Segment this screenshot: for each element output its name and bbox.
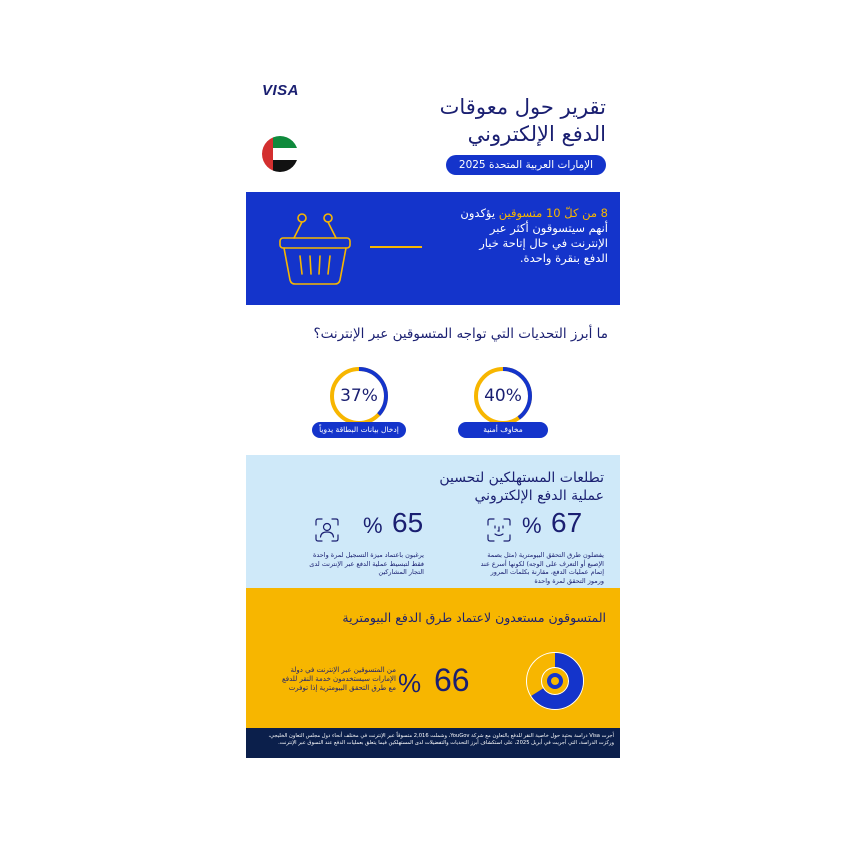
- challenges-question: ما أبرز التحديات التي تواجه المتسوقين عبر الإنترنت؟: [313, 326, 608, 342]
- visa-logo: VISA: [262, 82, 300, 99]
- biometric-preference-number: 67: [551, 507, 583, 538]
- security-concerns-label: مخاوف أمنية: [458, 422, 548, 438]
- footer-line-2: وركزت الدراسة، التي أجريت في أبريل 2025، على استكشاف أبرز التحديات والتفضيلات لدى المستهلكين فيما يتعلق بعمليات الدفع عند التسوق عبر الإنترنت.: [278, 740, 614, 746]
- user-scan-icon: [314, 517, 340, 543]
- single-signup-desc: [284, 551, 424, 577]
- biometric-share-chart: [524, 650, 586, 712]
- biometric-preference-desc: [474, 551, 604, 585]
- aspirations-title-line-2: عملية الدفع الإلكتروني: [474, 488, 604, 504]
- report-title: [366, 94, 606, 148]
- single-signup-number: 65: [392, 507, 424, 538]
- shopping-basket-icon: [276, 208, 354, 290]
- hero-stat-text: [422, 206, 608, 266]
- desc-line: ورموز التحقق لمرة واحدة: [534, 576, 604, 585]
- infographic: [246, 72, 620, 758]
- hero-stat-highlight: 8 من كلّ 10 متسوقين: [498, 206, 608, 220]
- desc-line: الإصبع أو التعرف على الوجه) لكونها أسرع عند: [480, 559, 604, 568]
- footer-note: [252, 733, 614, 747]
- face-id-icon: [486, 517, 512, 543]
- biometric-band: [246, 588, 620, 728]
- manual-card-entry-label: إدخال بيانات البطاقة يدوياً: [312, 422, 406, 438]
- biometric-title: المتسوقون مستعدون لاعتماد طرق الدفع البيومترية: [342, 610, 606, 625]
- footer-line-1: أجرت Visa دراسة بحثية حول خاصية النقر للدفع بالتعاون مع شركة YouGov، وشملت 2,016 متسوقاً عبر الإنترنت في مختلف أنحاء دول مجلس التعاون الخليجي،: [268, 733, 614, 739]
- desc-line: يفضلون طرق التحقق البيومترية (مثل بصمة: [487, 551, 604, 559]
- desc-line: إتمام عمليات الدفع، مقارنة بكلمات المرور: [490, 568, 604, 576]
- hero-stat-line-1: يؤكدون: [460, 206, 499, 220]
- desc-line: الإمارات سيستخدمون خدمة النقر للدفع: [282, 675, 396, 683]
- biometric-desc: [276, 666, 396, 693]
- title-line-2: الدفع الإلكتروني: [467, 122, 606, 146]
- biometric-number: 66: [434, 662, 470, 698]
- desc-line: من المتسوقين عبر الإنترنت في دولة: [290, 666, 396, 674]
- manual-card-entry-value: 37%: [340, 386, 378, 406]
- desc-line: يرغبون باعتماد ميزة التسجيل لمرة واحدة: [312, 551, 424, 559]
- footer-band: [246, 728, 620, 758]
- title-line-1: تقرير حول معوقات: [439, 95, 606, 119]
- region-pill: الإمارات العربية المتحدة 2025: [446, 155, 606, 175]
- hero-band: [246, 192, 620, 305]
- desc-line: فقط لتبسيط عملية الدفع عبر الإنترنت لدى: [309, 559, 424, 568]
- desc-line: التجار المشاركين: [378, 568, 424, 576]
- hero-stat-line-4: الدفع بنقرة واحدة.: [519, 251, 608, 265]
- hero-stat-line-3: الإنترنت في حال إتاحة خيار: [479, 236, 608, 250]
- biometric-preference-percent: %: [522, 513, 542, 538]
- security-concerns-value: 40%: [484, 386, 522, 406]
- aspirations-band: [246, 455, 620, 588]
- single-signup-percent: %: [363, 513, 383, 538]
- aspirations-title-line-1: تطلعات المستهلكين لتحسين: [439, 470, 604, 486]
- uae-flag-icon: [262, 136, 298, 172]
- hero-stat-line-2: أنهم سيتسوقون أكثر عبر: [489, 221, 608, 235]
- desc-line: مع طرق التحقق البيومترية إذا توفرت: [288, 684, 396, 692]
- biometric-percent: %: [398, 668, 422, 698]
- aspirations-title: [384, 469, 604, 505]
- divider-line: [370, 246, 422, 248]
